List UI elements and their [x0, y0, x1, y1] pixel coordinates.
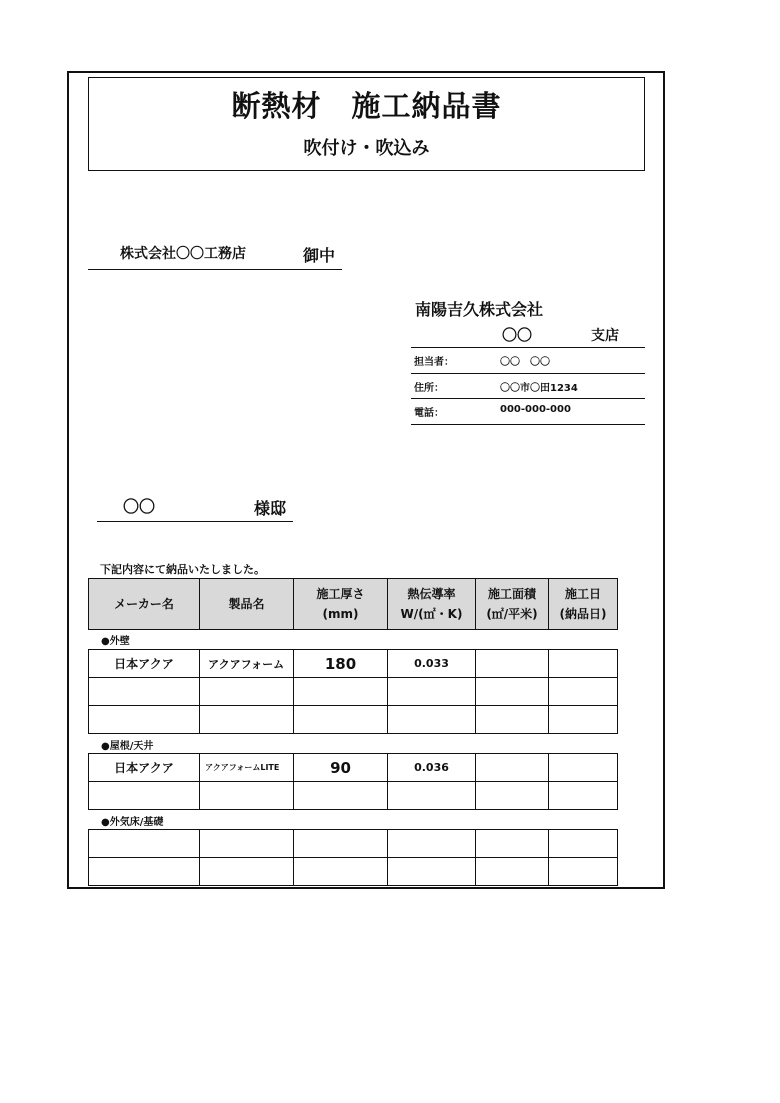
phone-value: 000-000-000	[500, 404, 571, 415]
floor-foundation-table	[88, 829, 618, 886]
cell-conductivity[interactable]	[388, 830, 476, 858]
address-value: 〇〇市〇田1234	[500, 383, 578, 394]
cell-area[interactable]	[476, 858, 549, 886]
section-label-roof-ceiling: ●屋根/天井	[101, 741, 154, 752]
cell-thickness[interactable]	[294, 706, 388, 734]
cell-area[interactable]	[476, 706, 549, 734]
header-conductivity: 熱伝導率 W/(㎡・K)	[388, 579, 476, 630]
header-table	[88, 578, 618, 630]
cell-date[interactable]	[549, 830, 618, 858]
cell-maker[interactable]	[89, 858, 200, 886]
cell-area[interactable]	[476, 754, 549, 782]
table-row	[89, 706, 618, 734]
cell-date[interactable]	[549, 858, 618, 886]
cell-date[interactable]	[549, 678, 618, 706]
cell-conductivity[interactable]	[388, 858, 476, 886]
cell-product[interactable]: アクアフォーム	[200, 650, 294, 678]
header-product: 製品名	[200, 579, 294, 630]
cell-area[interactable]	[476, 830, 549, 858]
supplier-divider	[411, 373, 645, 374]
supplier-divider	[411, 347, 645, 348]
client-honorific: 御中	[303, 246, 336, 265]
cell-conductivity[interactable]: 0.036	[388, 754, 476, 782]
cell-maker[interactable]: 日本アクア	[89, 754, 200, 782]
cell-product[interactable]	[200, 678, 294, 706]
cell-date[interactable]	[549, 706, 618, 734]
supplier-company: 南陽吉久株式会社	[415, 300, 544, 319]
phone-label: 電話：	[414, 408, 444, 419]
cell-product[interactable]: アクアフォームLITE	[200, 754, 294, 782]
cell-conductivity[interactable]	[388, 782, 476, 810]
staff-label: 担当者：	[414, 357, 454, 368]
header-thickness: 施工厚さ (mm)	[294, 579, 388, 630]
resident-suffix: 様邸	[254, 499, 287, 518]
cell-product[interactable]	[200, 858, 294, 886]
table-row	[89, 782, 618, 810]
supplier-branch-name: 〇〇	[502, 326, 533, 344]
supplier-divider	[411, 398, 645, 399]
cell-maker[interactable]: 日本アクア	[89, 650, 200, 678]
cell-area[interactable]	[476, 782, 549, 810]
cell-maker[interactable]	[89, 678, 200, 706]
roof-ceiling-table	[88, 753, 618, 810]
cell-maker[interactable]	[89, 830, 200, 858]
cell-conductivity[interactable]: 0.033	[388, 650, 476, 678]
cell-conductivity[interactable]	[388, 678, 476, 706]
staff-value: 〇〇 〇〇	[500, 357, 550, 368]
cell-date[interactable]	[549, 650, 618, 678]
intro-text: 下記内容にて納品いたしました。	[100, 563, 265, 576]
cell-product[interactable]	[200, 782, 294, 810]
address-label: 住所：	[414, 383, 444, 394]
cell-conductivity[interactable]	[388, 706, 476, 734]
table-row	[89, 650, 618, 678]
document-title: 断熱材 施工納品書	[231, 89, 502, 123]
header-date: 施工日 (納品日)	[549, 579, 618, 630]
section-label-floor-foundation: ●外気床/基礎	[101, 817, 164, 828]
resident-underline	[97, 521, 293, 522]
section-label-exterior-wall: ●外壁	[101, 636, 130, 647]
cell-thickness[interactable]: 180	[294, 650, 388, 678]
cell-maker[interactable]	[89, 782, 200, 810]
table-row	[89, 858, 618, 886]
document-subtitle: 吹付け・吹込み	[303, 138, 430, 159]
header-area: 施工面積 (㎡/平米)	[476, 579, 549, 630]
supplier-divider	[411, 424, 645, 425]
table-row	[89, 830, 618, 858]
cell-area[interactable]	[476, 650, 549, 678]
cell-date[interactable]	[549, 754, 618, 782]
header-row	[89, 579, 618, 630]
cell-thickness[interactable]: 90	[294, 754, 388, 782]
exterior-wall-table	[88, 649, 618, 734]
cell-maker[interactable]	[89, 706, 200, 734]
resident-name: 〇〇	[123, 497, 156, 516]
cell-thickness[interactable]	[294, 830, 388, 858]
table-row	[89, 678, 618, 706]
cell-area[interactable]	[476, 678, 549, 706]
client-underline	[88, 269, 342, 270]
cell-product[interactable]	[200, 830, 294, 858]
cell-thickness[interactable]	[294, 678, 388, 706]
header-maker: メーカー名	[89, 579, 200, 630]
table-row	[89, 754, 618, 782]
cell-thickness[interactable]	[294, 782, 388, 810]
supplier-branch-suffix: 支店	[591, 328, 619, 344]
cell-date[interactable]	[549, 782, 618, 810]
client-name: 株式会社〇〇工務店	[120, 246, 246, 262]
cell-thickness[interactable]	[294, 858, 388, 886]
cell-product[interactable]	[200, 706, 294, 734]
